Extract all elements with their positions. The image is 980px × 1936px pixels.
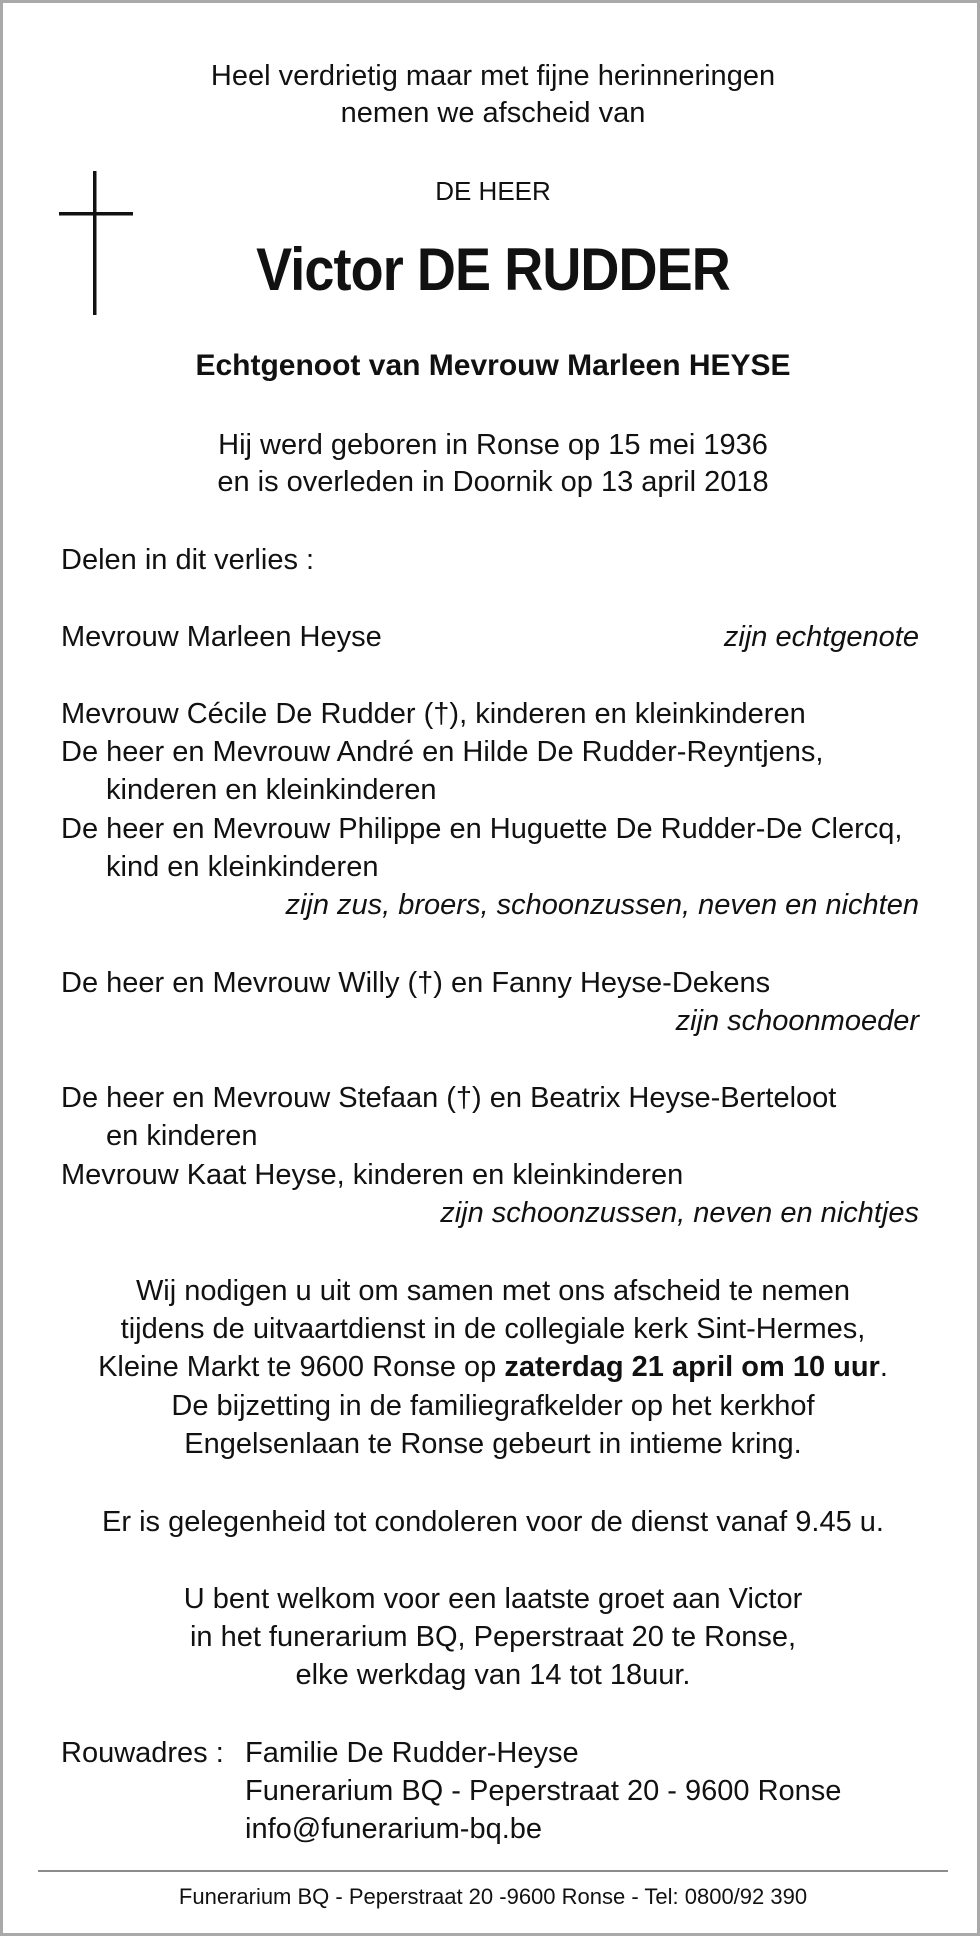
invitation-line: tijdens de uitvaartdienst in de collegiale kerk Sint-Hermes,: [120, 1313, 866, 1345]
invitation-line: Engelsenlaan te Ronse gebeurt in intieme kring.: [184, 1428, 802, 1460]
mourner-line: De heer en Mevrouw Stefaan (†) en Beatrix Heyse-Berteloot: [61, 1082, 837, 1114]
email-link[interactable]: info@funerarium-bq.be: [245, 1813, 543, 1845]
invitation-line: Wij nodigen u uit om samen met ons afscheid te nemen: [135, 1275, 851, 1307]
address-line: Funerarium BQ - Peperstraat 20 - 9600 Ronse: [245, 1775, 842, 1807]
mourner-line: Mevrouw Cécile De Rudder (†), kinderen en kleinkinderen: [61, 698, 806, 730]
invitation-line: De bijzetting in de familiegrafkelder op het kerkhof: [171, 1390, 815, 1422]
mourner-role: zijn schoonmoeder: [675, 1005, 919, 1037]
intro-line: Heel verdrietig maar met fijne herinneringen: [210, 60, 776, 92]
mourner-name: Mevrouw Marleen Heyse: [61, 621, 382, 653]
spouse-heading: Echtgenoot van Mevrouw Marleen HEYSE: [195, 349, 791, 382]
death-line: en is overleden in Doornik op 13 april 2018: [217, 466, 769, 498]
mourner-line: De heer en Mevrouw André en Hilde De Rudder-Reyntjens,: [61, 736, 824, 768]
condolence-line: Er is gelegenheid tot condoleren voor de dienst vanaf 9.45 u.: [102, 1506, 884, 1538]
footer-divider: [38, 1870, 948, 1872]
invitation-text: Kleine Markt te 9600 Ronse op: [98, 1351, 505, 1383]
invitation-line: [3, 1353, 980, 1382]
title-prefix: DE HEER: [435, 176, 551, 206]
mourner-line: en kinderen: [106, 1120, 258, 1152]
mourner-role: zijn schoonzussen, neven en nichtjes: [440, 1197, 919, 1229]
visit-line: elke werkdag van 14 tot 18uur.: [295, 1659, 691, 1691]
funeral-date: zaterdag 21 april om 10 uur: [504, 1351, 880, 1383]
intro-line: nemen we afscheid van: [340, 97, 646, 129]
mourner-line: Mevrouw Kaat Heyse, kinderen en kleinkinderen: [61, 1159, 684, 1191]
mourner-line: kinderen en kleinkinderen: [106, 774, 437, 806]
visit-line: U bent welkom voor een laatste groet aan Victor: [183, 1583, 803, 1615]
mourner-line: kind en kleinkinderen: [106, 851, 379, 883]
address-label: Rouwadres :: [61, 1737, 224, 1769]
mourner-line: De heer en Mevrouw Philippe en Huguette De Rudder-De Clercq,: [61, 813, 903, 845]
deceased-name: Victor DE RUDDER: [256, 236, 730, 303]
address-line: Familie De Rudder-Heyse: [245, 1737, 579, 1769]
birth-line: Hij werd geboren in Ronse op 15 mei 1936: [218, 429, 768, 461]
share-label: Delen in dit verlies :: [61, 544, 315, 576]
footer-text: Funerarium BQ - Peperstraat 20 -9600 Ronse - Tel: 0800/92 390: [178, 1884, 808, 1909]
invitation-text: .: [879, 1351, 888, 1383]
mourner-line: De heer en Mevrouw Willy (†) en Fanny Heyse-Dekens: [61, 967, 771, 999]
visit-line: in het funerarium BQ, Peperstraat 20 te Ronse,: [189, 1621, 797, 1653]
mourner-role: zijn zus, broers, schoonzussen, neven en nichten: [285, 889, 919, 921]
mourner-role: zijn echtgenote: [723, 621, 919, 653]
